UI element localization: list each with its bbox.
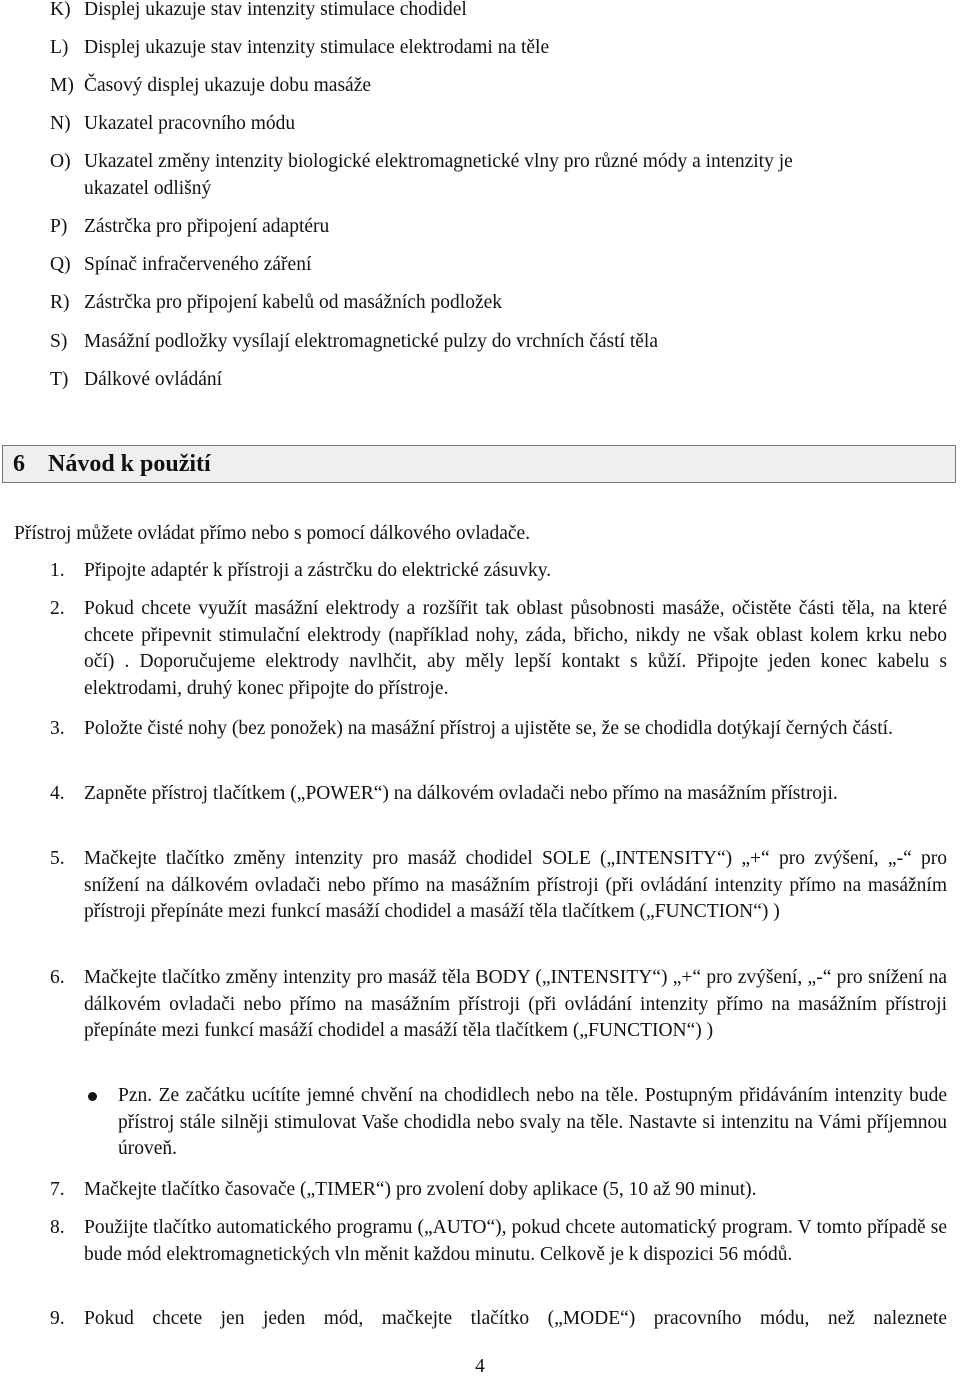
legend-key-p: P) [50,216,68,237]
step-number-6: 6. [50,967,65,988]
step-text-2: Pokud chcete využít masážní elektrody a rozšířit tak oblast působnosti masáže, očistěte části těla, na které chcete připevnit stimulační elektrody (například nohy, záda, břicho, nikdy ne však oblast kolem krku nebo očí) . Doporučujeme elektrody navlhčit, aby měly lepší kontakt s kůží. Připojte jeden konec kabelu s elektrodami, druhý konec připojte do přístroje. [84,598,947,699]
legend-key-o: O) [50,151,71,172]
legend-text-n: Ukazatel pracovního módu [84,113,296,134]
legend-text-r: Zástrčka pro připojení kabelů od masážních podložek [84,292,503,313]
legend-text-q: Spínač infračerveného záření [84,254,312,275]
note-bullet-icon [88,1092,97,1101]
step-text-8: Použijte tlačítko automatického programu („AUTO“), pokud chcete automatický program. V tomto případě se bude mód elektromagnetických vln měnit každou minutu. Celkově je k dispozici 56 módů. [84,1217,947,1265]
page-number: 4 [475,1356,485,1377]
legend-key-q: Q) [50,254,71,275]
step-text-1: Připojte adaptér k přístroji a zástrčku do elektrické zásuvky. [84,560,552,581]
legend-text-p: Zástrčka pro připojení adaptéru [84,216,330,237]
step-number-9: 9. [50,1308,65,1329]
step-text-3: Položte čisté nohy (bez ponožek) na masážní přístroj a ujistěte se, že se chodidla dotýkají černých částí. [84,718,893,739]
section-title: Návod k použití [48,451,211,477]
legend-text-o: Ukazatel změny intenzity biologické elektromagnetické vlny pro různé módy a intenzity je [84,151,793,172]
legend-text-o-cont: ukazatel odlišný [84,178,212,199]
step-number-5: 5. [50,848,65,869]
intro-text: Přístroj můžete ovládat přímo nebo s pomocí dálkového ovladače. [14,523,531,544]
section-number: 6 [13,451,25,477]
legend-text-k: Displej ukazuje stav intenzity stimulace chodidel [84,0,467,20]
step-number-7: 7. [50,1179,65,1200]
step-text-5: Mačkejte tlačítko změny intenzity pro masáž chodidel SOLE („INTENSITY“) „+“ pro zvýšení, „-“ pro snížení na dálkovém ovladači nebo přímo na masážním přístroji (při ovládání intenzity přímo na masážním přístroji přepínáte mezi funkcí masáží chodidel a masáží těla tlačítkem („FUNCTION“) ) [84,848,947,922]
step-text-7: Mačkejte tlačítko časovače („TIMER“) pro zvolení doby aplikace (5, 10 až 90 minut). [84,1179,757,1200]
legend-text-m: Časový displej ukazuje dobu masáže [84,75,372,96]
step-number-2: 2. [50,598,65,619]
step-text-6: Mačkejte tlačítko změny intenzity pro masáž těla BODY („INTENSITY“) „+“ pro zvýšení, „-“ pro snížení na dálkovém ovladači nebo přímo na masážním přístroji (při ovládání intenzity přímo na masážním přístroji přepínáte mezi funkcí masáží chodidel a masáží těla tlačítkem („FUNCTION“) ) [84,967,947,1041]
legend-text-l: Displej ukazuje stav intenzity stimulace elektrodami na těle [84,37,550,58]
legend-key-s: S) [50,331,68,352]
step-text-9: Pokud chcete jen jeden mód, mačkejte tlačítko („MODE“) pracovního módu, než naleznete [84,1308,947,1329]
legend-key-l: L) [50,37,69,58]
legend-key-t: T) [50,369,69,390]
legend-key-n: N) [50,113,71,134]
step-number-4: 4. [50,783,65,804]
legend-text-s: Masážní podložky vysílají elektromagnetické pulzy do vrchních částí těla [84,331,658,352]
note-text: Pzn. Ze začátku ucítíte jemné chvění na chodidlech nebo na těle. Postupným přidáváním intenzity bude přístroj stále silněji stimulovat Vaše chodidla nebo svaly na těle. Nastavte si intenzitu na Vámi příjemnou úroveň. [118,1085,947,1159]
step-number-3: 3. [50,718,65,739]
legend-key-k: K) [50,0,71,20]
step-text-4: Zapněte přístroj tlačítkem („POWER“) na dálkovém ovladači nebo přímo na masážním přístroji. [84,783,838,804]
step-number-8: 8. [50,1217,65,1238]
legend-key-r: R) [50,292,70,313]
legend-text-t: Dálkové ovládání [84,369,223,390]
legend-key-m: M) [50,75,74,96]
step-number-1: 1. [50,560,65,581]
